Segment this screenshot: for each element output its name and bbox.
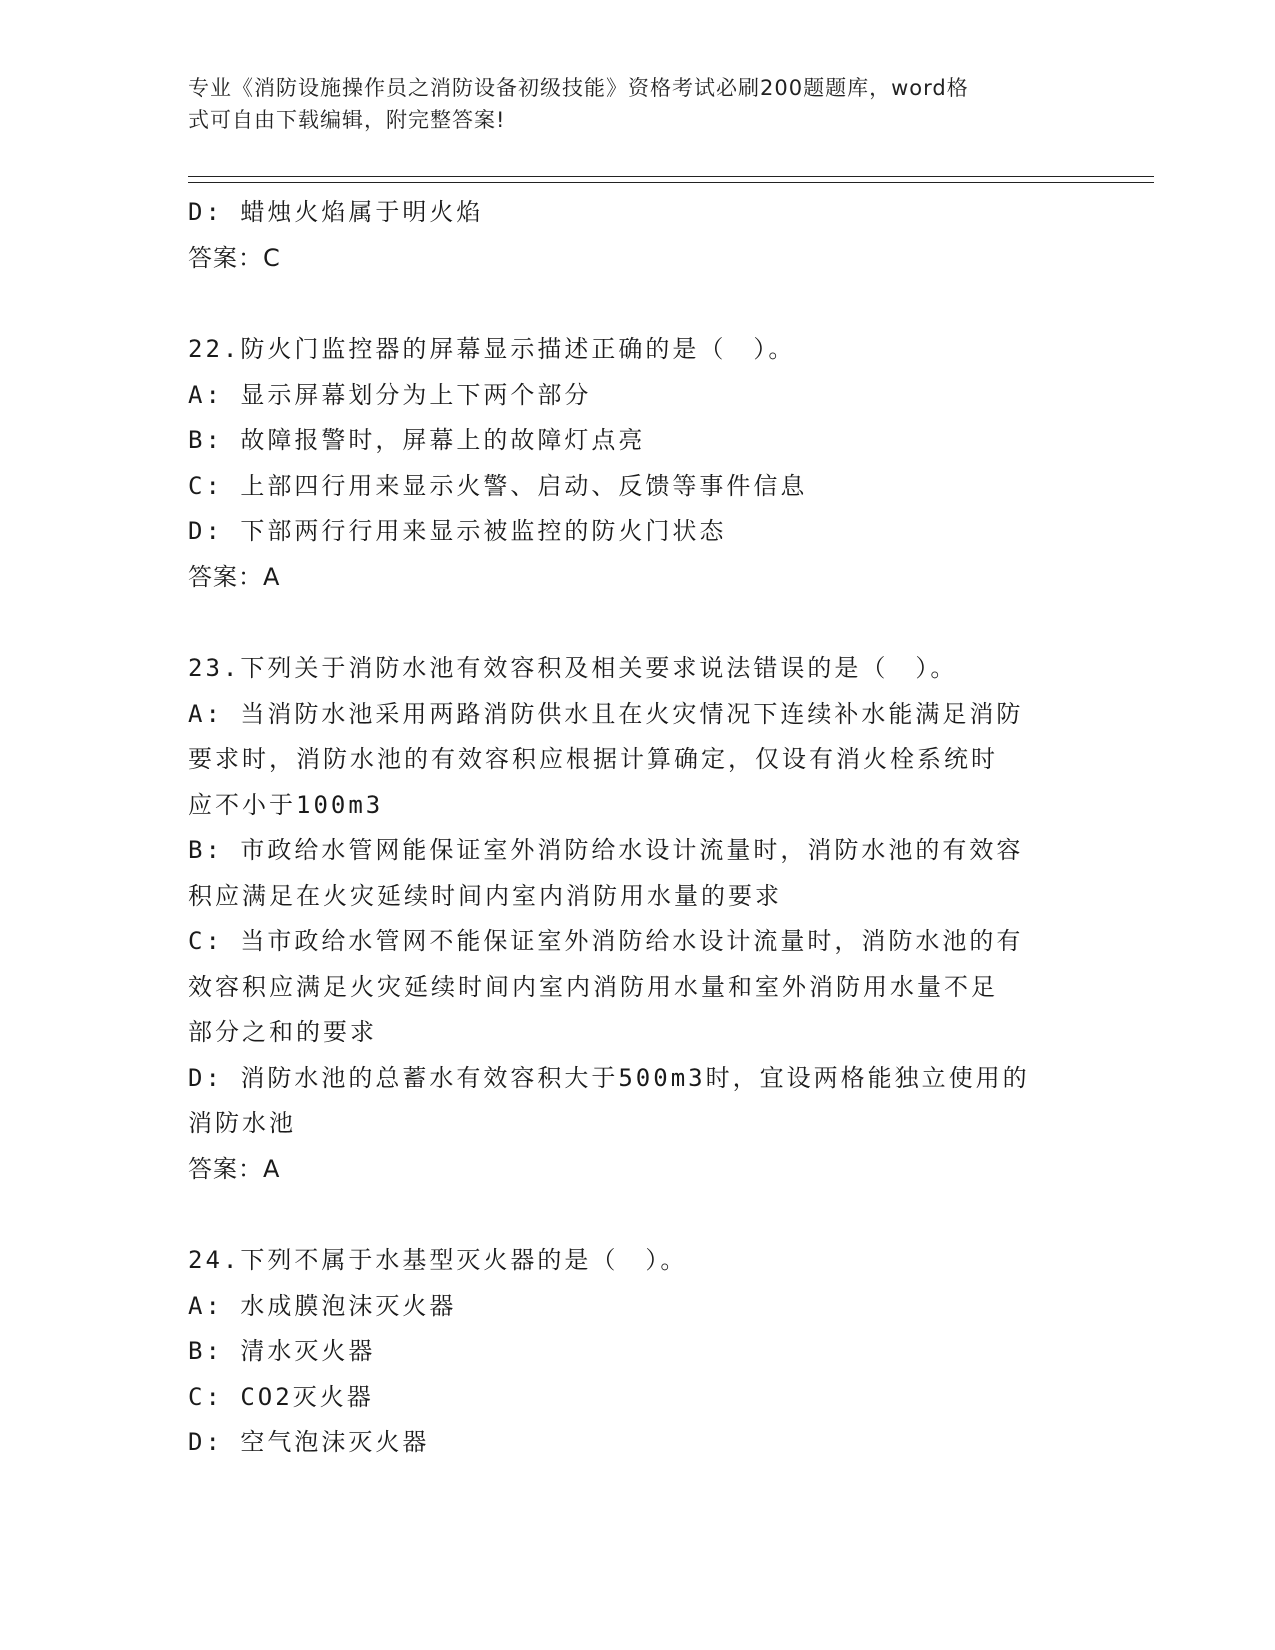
option-b-line-1: B: 市政给水管网能保证室外消防给水设计流量时，消防水池的有效容 [188,836,1024,864]
option-a-line-2: 要求时，消防水池的有效容积应根据计算确定，仅设有消火栓系统时 [188,745,998,773]
question-22 [188,327,1088,600]
option-c-line-3: 部分之和的要求 [188,1018,377,1046]
option-a: A: 显示屏幕划分为上下两个部分 [188,380,592,409]
answer: 答案：A [188,562,281,591]
option-a-line-1: A: 当消防水池采用两路消防供水且在火灾情况下连续补水能满足消防 [188,699,1024,728]
question-text: 24.下列不属于水基型灭火器的是（ ）。 [188,1246,688,1274]
option-c: C: CO2灭火器 [188,1382,374,1411]
option-d: D: 蜡烛火焰属于明火焰 [188,198,484,226]
spacer [188,1192,1088,1238]
question-24 [188,1238,1088,1466]
spacer [188,600,1088,646]
option-d: D: 下部两行行用来显示被监控的防火门状态 [188,517,727,545]
option-a: A: 水成膜泡沫灭火器 [188,1291,457,1320]
answer: 答案：C [188,243,281,272]
header-line-2: 式可自由下载编辑，附完整答案! [188,108,506,132]
header-divider-top [188,176,1154,177]
answer: 答案：A [188,1154,281,1183]
option-b: B: 故障报警时，屏幕上的故障灯点亮 [188,426,646,454]
option-d-line-2: 消防水池 [188,1109,296,1137]
question-text: 23.下列关于消防水池有效容积及相关要求说法错误的是（ ）。 [188,654,958,682]
option-d: D: 空气泡沫灭火器 [188,1428,430,1456]
option-b-line-2: 积应满足在火灾延续时间内室内消防用水量的要求 [188,881,782,910]
option-b: B: 清水灭火器 [188,1337,376,1365]
option-d-line-1: D: 消防水池的总蓄水有效容积大于500m3时，宜设两格能独立使用的 [188,1063,1030,1092]
option-c-line-2: 效容积应满足火灾延续时间内室内消防用水量和室外消防用水量不足 [188,972,998,1001]
question-21-tail [188,190,1088,281]
header-divider-bottom [188,182,1154,183]
header-line-1: 专业《消防设施操作员之消防设备初级技能》资格考试必刷200题题库，word格 [188,76,969,100]
question-23 [188,646,1088,1192]
question-text: 22.防火门监控器的屏幕显示描述正确的是（ ）。 [188,335,796,363]
option-a-line-3: 应不小于100m3 [188,790,384,819]
question-list [188,190,1088,1466]
page-header [188,72,1088,136]
option-c-line-1: C: 当市政给水管网不能保证室外消防给水设计流量时，消防水池的有 [188,927,1024,955]
option-c: C: 上部四行用来显示火警、启动、反馈等事件信息 [188,471,808,500]
spacer [188,281,1088,327]
